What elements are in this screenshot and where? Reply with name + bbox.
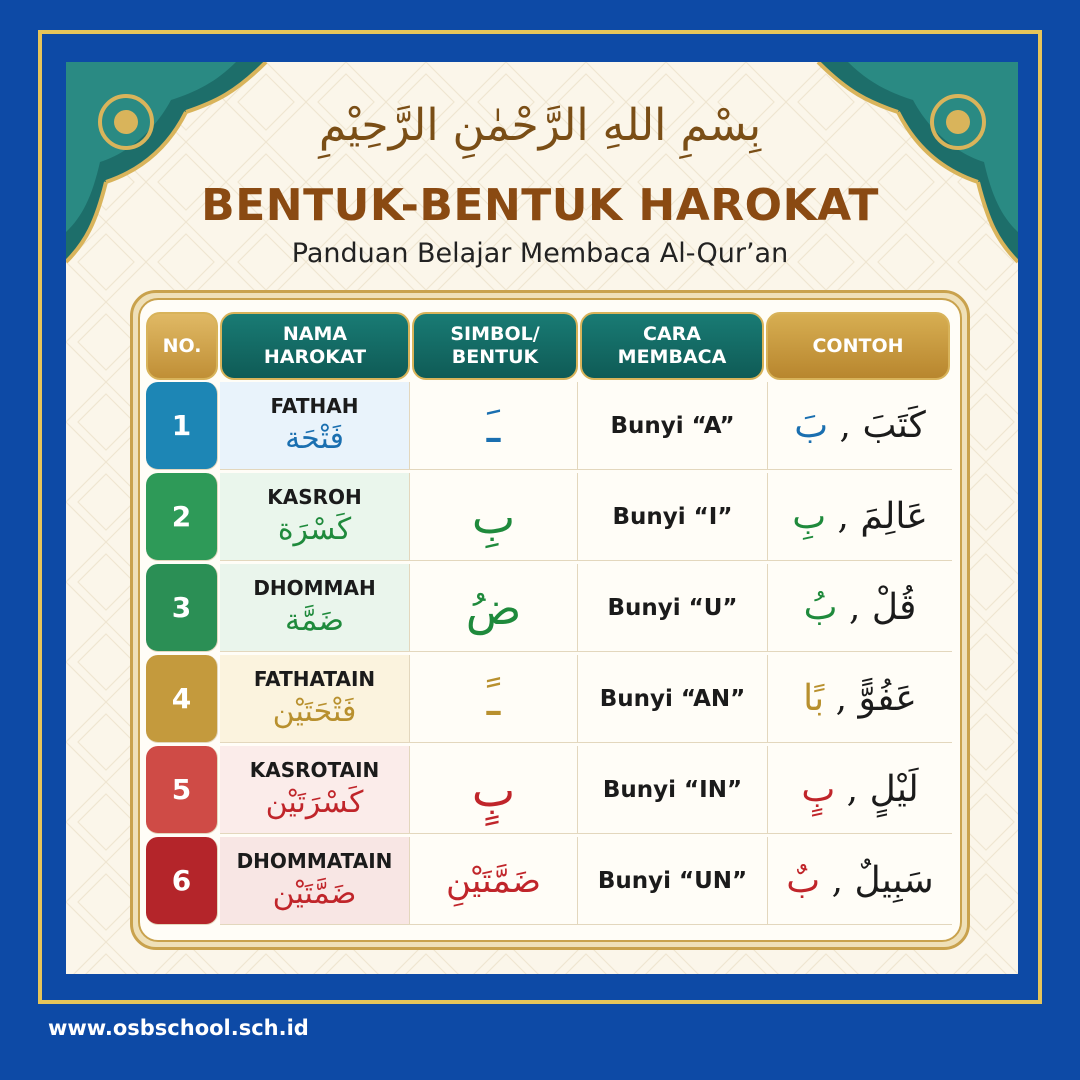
example-text xyxy=(803,678,917,719)
example-word: عَفُوًّ xyxy=(858,678,917,719)
example-cell xyxy=(768,746,952,834)
reading-text: Bunyi “I” xyxy=(612,503,733,530)
example-word: عَالِمَ xyxy=(860,496,928,537)
example-letter: بَ xyxy=(794,405,829,446)
harokat-arabic-name: فَتْحَتَيْن xyxy=(272,693,357,729)
harokat-symbol xyxy=(410,473,578,561)
header-symbol: SIMBOL/ BENTUK xyxy=(412,312,578,380)
header-no: NO. xyxy=(146,312,218,380)
harokat-name xyxy=(220,655,410,743)
harokat-arabic-name: كَسْرَتَيْن xyxy=(265,784,364,820)
table-row xyxy=(146,746,952,834)
reading-text: Bunyi “A” xyxy=(610,412,735,439)
table-row xyxy=(146,837,952,925)
example-cell xyxy=(768,564,952,652)
example-letter: بِ xyxy=(792,496,827,537)
table-row xyxy=(146,473,952,561)
example-letter: بًا xyxy=(803,678,825,719)
harokat-latin-name: DHOMMAH xyxy=(253,575,376,600)
header-name: NAMA HAROKAT xyxy=(220,312,410,380)
symbol-glyph: ـَ xyxy=(486,398,501,453)
symbol-glyph: بٍ xyxy=(471,762,516,817)
example-word: كَتَبَ xyxy=(862,405,926,446)
website-url: www.osbschool.sch.id xyxy=(48,1016,309,1040)
harokat-arabic-name: ضَمَّتَيْن xyxy=(272,875,357,911)
reading-text: Bunyi “UN” xyxy=(597,867,748,894)
example-word: سَبِيلٌ xyxy=(854,860,934,901)
harokat-arabic-name: ضَمَّة xyxy=(285,602,344,638)
table-row xyxy=(146,382,952,470)
row-number: 6 xyxy=(146,837,218,925)
symbol-glyph: ضُ xyxy=(465,580,522,635)
page-subtitle: Panduan Belajar Membaca Al-Qur’an xyxy=(291,238,789,269)
example-separator: , xyxy=(837,587,872,628)
reading-text: Bunyi “AN” xyxy=(599,685,746,712)
reading-text: Bunyi “U” xyxy=(607,594,738,621)
harokat-name xyxy=(220,473,410,561)
harokat-arabic-name: فَتْحَة xyxy=(285,420,344,456)
bismillah-calligraphy: بِسْمِ اللهِ الرَّحْمٰنِ الرَّحِيْمِ xyxy=(318,100,762,151)
example-text xyxy=(804,587,917,628)
example-cell xyxy=(768,473,952,561)
symbol-glyph: ـً xyxy=(486,671,501,726)
header-example: CONTOH xyxy=(766,312,950,380)
reading-method xyxy=(578,473,768,561)
harokat-latin-name: DHOMMATAIN xyxy=(236,848,393,873)
harokat-latin-name: KASROH xyxy=(267,484,362,509)
reading-method xyxy=(578,564,768,652)
harokat-symbol xyxy=(410,382,578,470)
row-number: 2 xyxy=(146,473,218,561)
example-word: لَيْلٍ xyxy=(869,769,919,810)
symbol-glyph: بِ xyxy=(471,489,516,544)
example-text xyxy=(792,496,928,537)
example-letter: بُ xyxy=(803,587,838,628)
harokat-name xyxy=(220,746,410,834)
example-separator: , xyxy=(820,860,855,901)
reading-method xyxy=(578,655,768,743)
example-cell xyxy=(768,382,952,470)
table-row xyxy=(146,655,952,743)
harokat-symbol xyxy=(410,837,578,925)
example-separator: , xyxy=(828,405,863,446)
example-word: قُلْ xyxy=(871,587,917,628)
example-letter: بٍ xyxy=(801,769,836,810)
example-text xyxy=(801,769,918,810)
example-separator: , xyxy=(826,496,861,537)
symbol-glyph: ضَمَّتَيْنِ xyxy=(446,860,541,901)
row-number: 1 xyxy=(146,382,218,470)
harokat-arabic-name: كَسْرَة xyxy=(277,511,352,547)
harokat-name xyxy=(220,564,410,652)
harokat-name xyxy=(220,837,410,925)
header-reading: CARA MEMBACA xyxy=(580,312,764,380)
example-separator: , xyxy=(835,769,870,810)
harokat-symbol xyxy=(410,746,578,834)
example-text xyxy=(786,860,933,901)
example-text xyxy=(794,405,926,446)
table-row xyxy=(146,564,952,652)
example-letter: بٌ xyxy=(786,860,821,901)
reading-method xyxy=(578,746,768,834)
example-cell xyxy=(768,837,952,925)
harokat-latin-name: FATHAH xyxy=(270,393,359,418)
row-number: 3 xyxy=(146,564,218,652)
harokat-name xyxy=(220,382,410,470)
reading-text: Bunyi “IN” xyxy=(602,776,743,803)
harokat-symbol xyxy=(410,655,578,743)
reading-method xyxy=(578,837,768,925)
reading-method xyxy=(578,382,768,470)
harokat-symbol xyxy=(410,564,578,652)
page-title: BENTUK-BENTUK HAROKAT xyxy=(201,180,879,231)
harokat-latin-name: KASROTAIN xyxy=(249,757,380,782)
row-number: 4 xyxy=(146,655,218,743)
example-cell xyxy=(768,655,952,743)
example-separator: , xyxy=(824,678,859,719)
harokat-latin-name: FATHATAIN xyxy=(253,666,376,691)
row-number: 5 xyxy=(146,746,218,834)
